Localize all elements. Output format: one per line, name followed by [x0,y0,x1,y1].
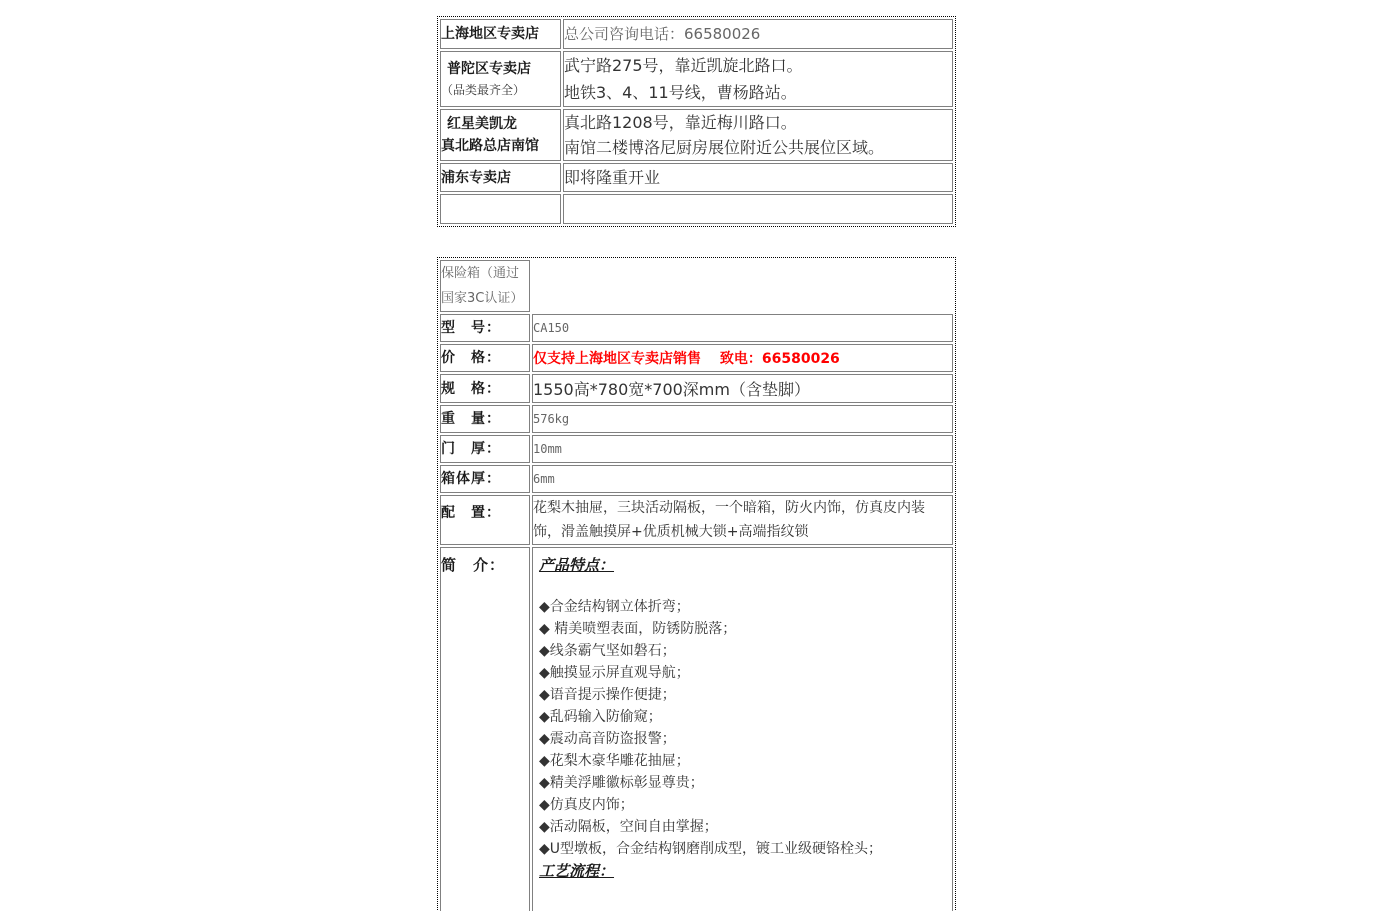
address-line: 武宁路275号，靠近凯旋北路口。 [564,56,803,75]
cert-line: 保险箱（通过 [441,266,520,281]
intro-body [539,554,942,904]
cert-empty-cell [532,260,953,312]
product-spec-table [437,257,956,911]
dimensions-value: 1550高*780宽*700深mm（含垫脚） [532,374,953,403]
store-note: （品类最齐全） [441,83,526,97]
store-name: 浦东专卖店 [441,169,511,186]
spec-label: 规 格： [441,380,501,397]
store-info-cell [563,19,953,49]
feature-item: ◆花梨木豪华雕花抽屉； [539,753,690,769]
cert-label-cell [440,260,530,312]
intro-label-cell [440,547,530,911]
feature-item: ◆线条霸气坚如磐石； [539,643,676,659]
cert-line: 国家3C认证） [441,291,524,306]
table-row [440,344,953,372]
feature-item: ◆U型墩板，合金结构钢磨削成型，镀工业级硬铬栓头； [539,841,883,857]
feature-item: ◆活动隔板，空间自由掌握； [539,819,718,835]
spec-label: 型 号： [441,320,501,336]
feature-item: ◆语音提示操作便捷； [539,687,676,703]
spec-label: 门 厚： [441,441,501,457]
address-line: 真北路1208号，靠近梅川路口。 [564,113,797,132]
table-row [440,194,953,224]
hotline-text: 总公司咨询电话：66580026 [564,25,761,43]
opening-text: 即将隆重开业 [564,168,661,187]
spec-label-cell [440,435,530,463]
store-label-cell [440,19,561,49]
store-locations-table [437,16,956,227]
table-row [440,405,953,433]
store-info-cell-empty [563,194,953,224]
body-thickness-value: 6mm [532,465,953,493]
feature-item: ◆合金结构钢立体折弯； [539,599,690,615]
table-row [440,314,953,342]
price-notice: 仅支持上海地区专卖店销售 致电：66580026 [532,344,953,372]
address-line: 南馆二楼博洛尼厨房展位附近公共展位区域。 [564,138,885,157]
table-row [440,374,953,403]
feature-item: ◆ 精美喷塑表面，防锈防脱落； [539,621,737,637]
spec-label-cell [440,495,530,545]
spec-label-cell [440,374,530,403]
store-name: 红星美凯龙 [447,116,517,132]
feature-item: ◆精美浮雕徽标彰显尊贵； [539,775,704,791]
intro-label: 简 介： [441,556,506,574]
table-row [440,163,953,192]
store-info-cell [563,51,953,107]
table-row [440,109,953,161]
spec-label-cell [440,465,530,493]
process-title: 工艺流程： [539,862,615,880]
store-label-cell-empty [440,194,561,224]
feature-item: ◆震动高音防盗报警； [539,731,676,747]
spec-label: 价 格： [441,350,501,366]
features-title: 产品特点： [539,556,615,574]
store-info-cell [563,109,953,161]
table-row [440,465,953,493]
spec-label-cell [440,344,530,372]
configuration-value: 花梨木抽屉，三块活动隔板，一个暗箱，防火内饰，仿真皮内装饰，滑盖触摸屏+优质机械大锁+高端指纹锁 [532,495,953,545]
store-label-cell [440,109,561,161]
spec-label: 配 置： [441,505,501,521]
spec-label: 箱体厚： [441,471,501,487]
table-row [440,547,953,911]
door-thickness-value: 10mm [532,435,953,463]
table-row [440,495,953,545]
address-line: 地铁3、4、11号线，曹杨路站。 [564,83,797,102]
feature-item: ◆仿真皮内饰； [539,797,634,813]
spec-label: 重 量： [441,411,501,427]
table-row [440,51,953,107]
feature-item: ◆触摸显示屏直观导航； [539,665,690,681]
feature-item: ◆乱码输入防偷窥； [539,709,662,725]
spacer [539,576,942,596]
model-value: CA150 [532,314,953,342]
intro-content-cell [532,547,953,911]
store-label-cell [440,163,561,192]
spec-label-cell [440,405,530,433]
table-row [440,19,953,49]
store-name-line2: 真北路总店南馆 [441,138,539,154]
store-info-cell [563,163,953,192]
store-name: 上海地区专卖店 [441,26,539,42]
store-name: 普陀区专卖店 [447,61,531,77]
store-label-cell [440,51,561,107]
weight-value: 576kg [532,405,953,433]
table-row [440,435,953,463]
spec-label-cell [440,314,530,342]
table-row [440,260,953,312]
